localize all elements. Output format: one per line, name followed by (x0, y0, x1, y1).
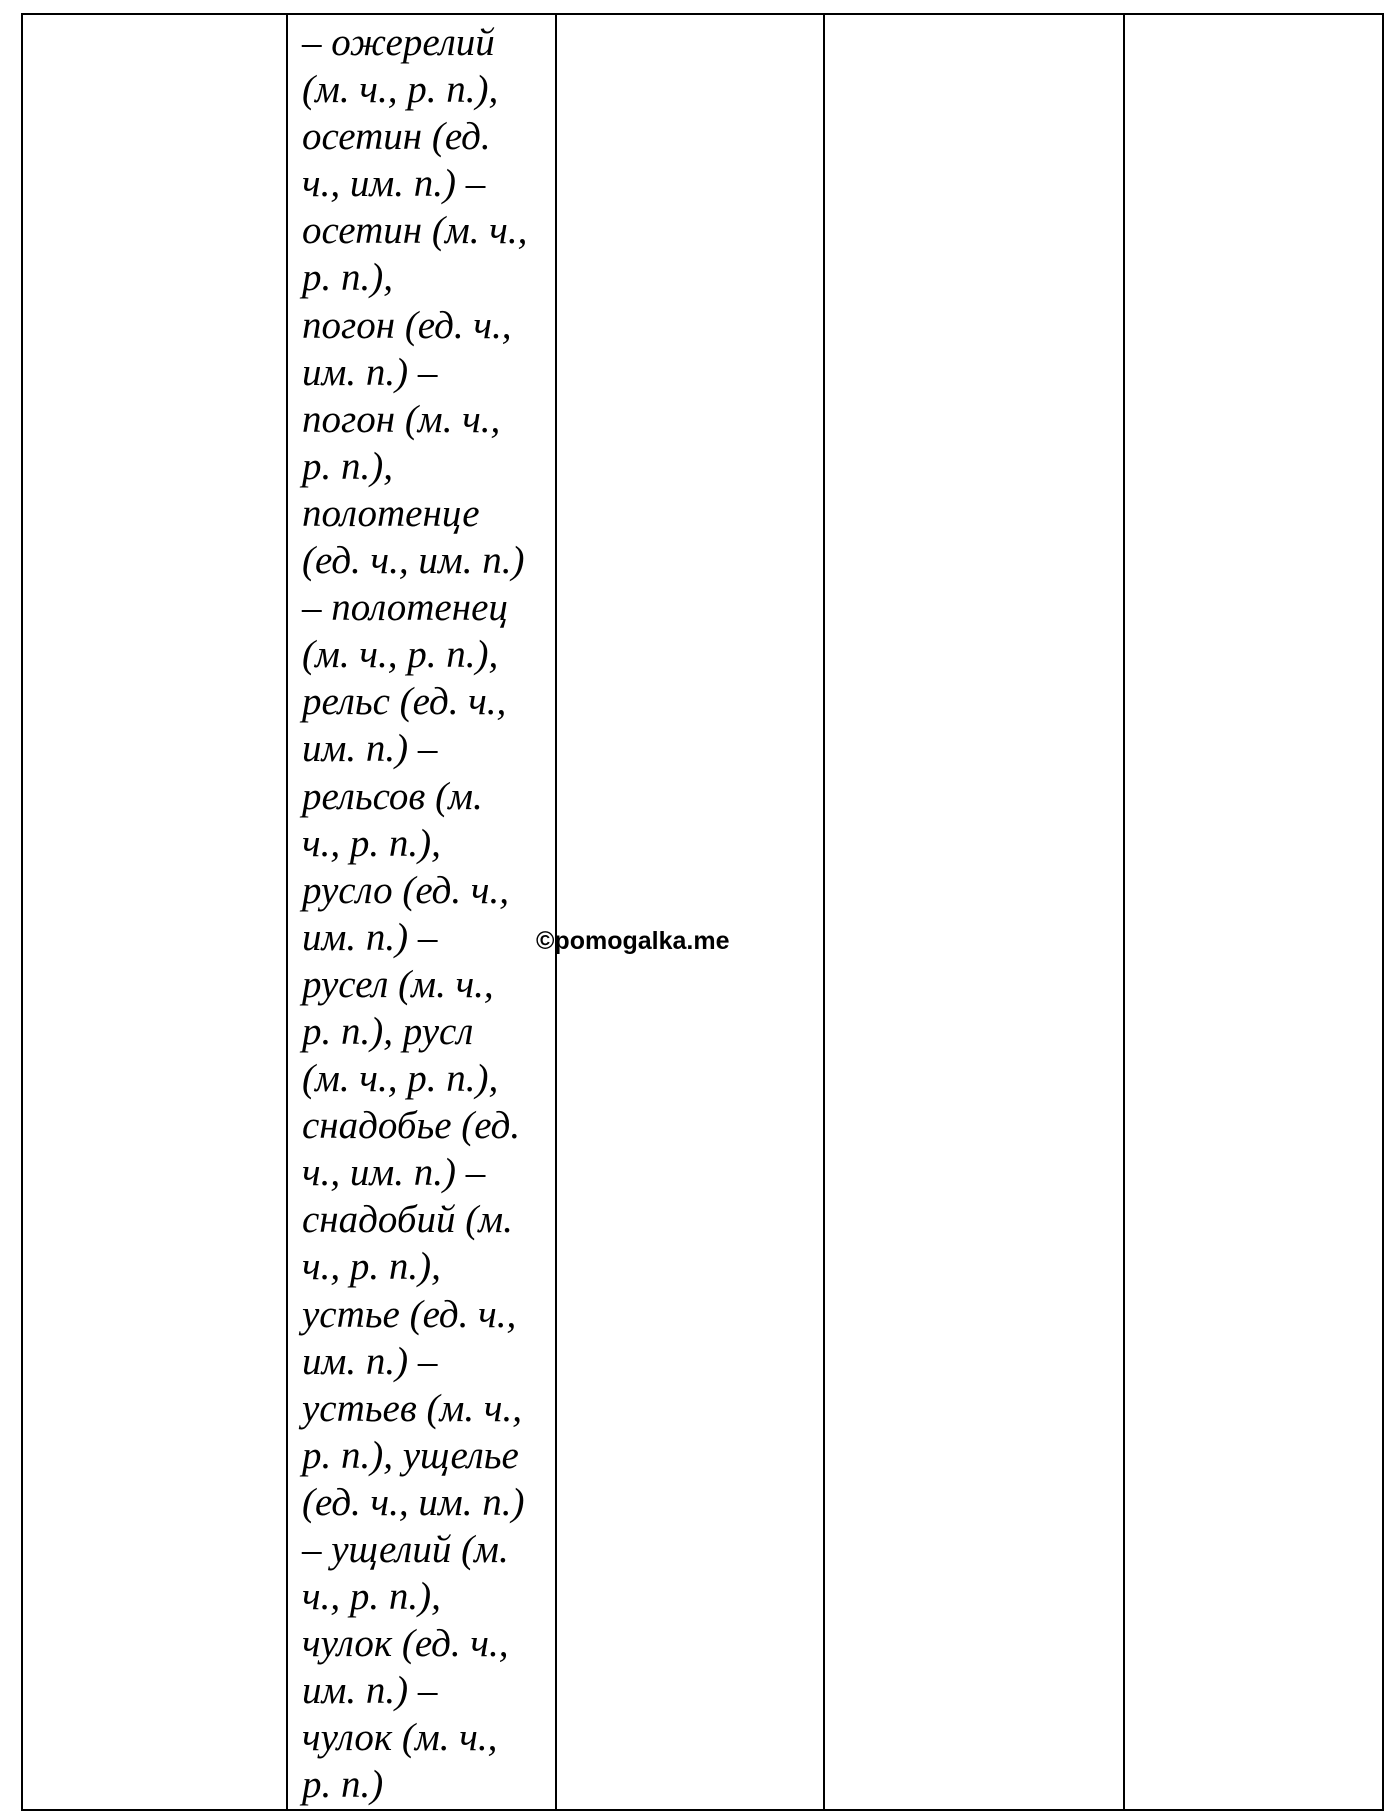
text-line: – ожерелий (302, 21, 495, 64)
text-line: снадобье (ед. (302, 1104, 521, 1148)
text-line: погон (м. ч., (302, 397, 501, 441)
table-cell-col-3 (556, 14, 824, 1810)
text-line: чулок (ед. ч., (302, 1622, 509, 1666)
text-line: русел (м. ч., (302, 962, 494, 1006)
text-line: (м. ч., р. п.), (302, 633, 499, 677)
text-line: – ущелий (м. (302, 1528, 509, 1571)
text-line: ч., р. п.), (302, 1575, 441, 1619)
table-cell-col-1 (22, 14, 287, 1810)
word-forms-text (288, 15, 555, 1809)
table-cell-col-4 (824, 14, 1124, 1810)
text-line: полотенце (302, 491, 480, 535)
text-line: им. п.) – (302, 727, 438, 771)
text-line: русло (ед. ч., (302, 868, 509, 912)
text-line: погон (ед. ч., (302, 303, 512, 347)
text-line: им. п.) – (302, 1669, 438, 1713)
text-line: (м. ч., р. п.), (302, 1057, 499, 1101)
text-line: р. п.), (302, 256, 393, 300)
text-line: осетин (ед. (302, 115, 491, 159)
text-line: р. п.), ущелье (302, 1433, 519, 1477)
text-line: устье (ед. ч., (302, 1292, 517, 1336)
text-line: чулок (м. ч., (302, 1716, 498, 1760)
text-line: им. п.) – (302, 915, 438, 959)
text-line: р. п.) (302, 1763, 384, 1807)
text-line: снадобий (м. (302, 1198, 513, 1242)
text-line: р. п.), (302, 444, 393, 488)
text-line: ч., им. п.) – (302, 162, 486, 206)
text-line: (м. ч., р. п.), (302, 68, 499, 112)
text-line: р. п.), русл (302, 1009, 474, 1053)
text-line: рельсов (м. (302, 774, 483, 818)
text-line: (ед. ч., им. п.) (302, 539, 525, 583)
text-line: ч., р. п.), (302, 821, 441, 865)
watermark: ©pomogalka.me (536, 927, 730, 955)
text-line: устьев (м. ч., (302, 1386, 523, 1430)
text-line: им. п.) – (302, 350, 438, 394)
text-line: им. п.) – (302, 1339, 438, 1383)
text-line: (ед. ч., им. п.) (302, 1480, 525, 1524)
text-line: рельс (ед. ч., (302, 680, 507, 724)
text-line: ч., р. п.), (302, 1245, 441, 1289)
word-forms-table (21, 13, 1384, 1811)
table-cell-col-5 (1124, 14, 1383, 1810)
text-line: – полотенец (302, 586, 508, 630)
table-cell-col-2 (287, 14, 556, 1810)
table-row (22, 14, 1383, 1810)
text-line: осетин (м. ч., (302, 209, 528, 253)
text-line: ч., им. п.) – (302, 1151, 486, 1195)
